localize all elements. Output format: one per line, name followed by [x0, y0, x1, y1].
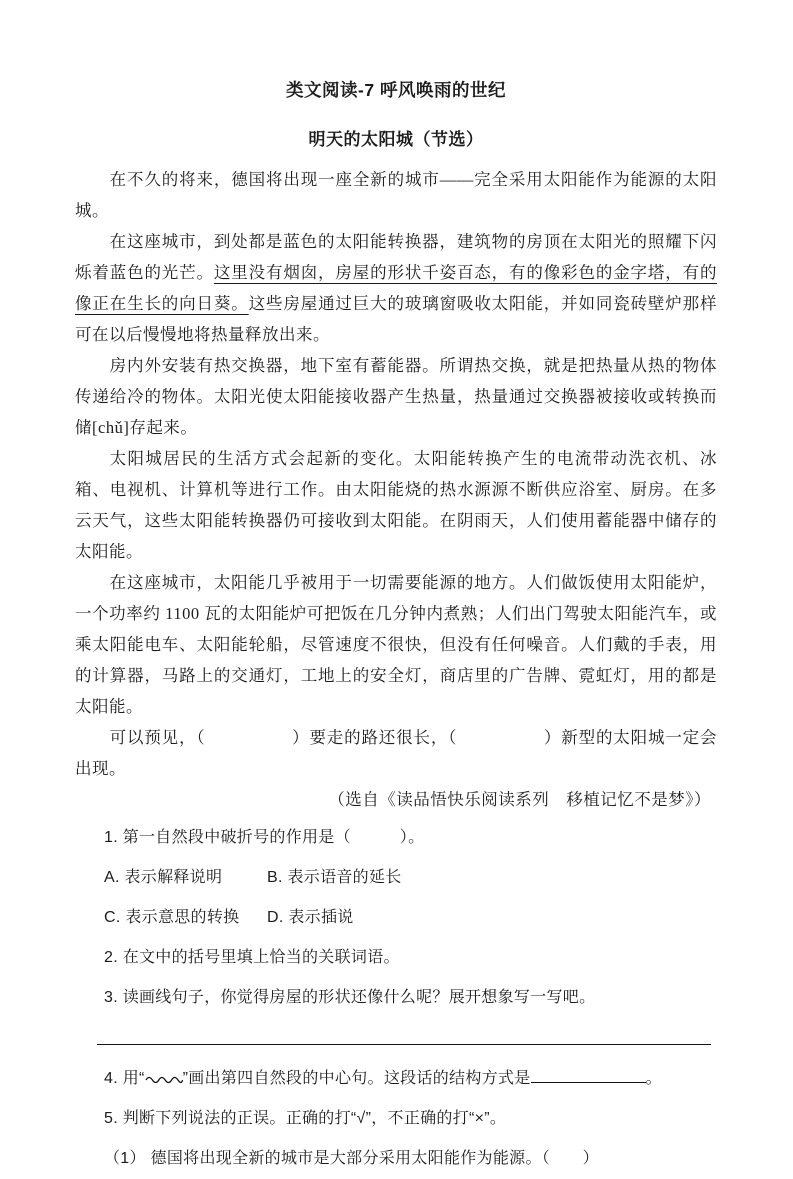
question-2-text: 2. 在文中的括号里填上恰当的关联词语。 — [104, 949, 400, 966]
question-4-text-post: ”画出第四自然段的中心句。这段话的结构方式是 — [182, 1070, 531, 1087]
passage-paragraph-3 — [75, 350, 717, 443]
question-4-text-end: 。 — [645, 1070, 662, 1087]
question-4 — [104, 1059, 717, 1099]
paragraph-text: 这些房屋通过巨大的玻璃窗吸收太阳能，并如同瓷砖壁炉那样可在以后慢慢地将热量释放出来。 — [75, 294, 718, 344]
question-5-item-1 — [104, 1139, 717, 1179]
question-5-text: 5. 判断下列说法的正误。正确的打“√”，不正确的打“×”。 — [104, 1110, 507, 1127]
paragraph-text: 在这座城市，太阳能几乎被用于一切需要能源的地方。人们做饭使用太阳能炉，一个功率约 1100 瓦的太阳能炉可把饭在几分钟内煮熟；人们出门驾驶太阳能汽车，或乘太阳能电车、太阳能轮船，尽管速度不很快，但没有任何噪音。人们戴的手表，用的计算器，马路上的交通灯，工地上的安全灯，商店里的广告牌、霓虹灯，用的都是太阳能。 — [75, 573, 717, 716]
source-attribution: （选自《读品悟快乐阅读系列 移植记忆不是梦》） — [328, 790, 711, 809]
wavy-line-symbol — [145, 1074, 183, 1083]
passage-paragraph-4 — [75, 443, 717, 567]
paragraph-text: 太阳城居民的生活方式会起新的变化。太阳能转换产生的电流带动洗衣机、冰箱、电视机、计算机等进行工作。由太阳能烧的热水源源不断供应浴室、厨房。在多云天气，这些太阳能转换器仍可接收到太阳能。在阴雨天，人们使用蓄能器中储存的太阳能。 — [75, 449, 717, 561]
option-b: B. 表示语音的延长 — [267, 869, 402, 886]
question-3 — [104, 978, 717, 1018]
underlined-sentence: 这里没有烟囱，房屋的形状千姿百态，有的像彩色的金字塔，有的像正在生长的向日葵。 — [75, 263, 718, 313]
passage-paragraph-1 — [75, 164, 717, 226]
option-a: A. 表示解释说明 — [104, 869, 223, 886]
reading-passage — [75, 164, 717, 815]
question-2 — [104, 938, 717, 978]
questions-section — [75, 818, 717, 1179]
question-3-text: 3. 读画线句子，你觉得房屋的形状还像什么呢？展开想象写一写吧。 — [104, 989, 596, 1006]
paragraph-text: 可以预见，（ ）要走的路还很长，（ ）新型的太阳城一定会出现。 — [75, 728, 717, 778]
question-5 — [104, 1099, 717, 1139]
question-1 — [104, 818, 717, 858]
answer-writing-line — [97, 1018, 711, 1045]
option-c: C. 表示意思的转换 — [104, 909, 240, 926]
passage-paragraph-6 — [75, 722, 717, 784]
passage-paragraph-2 — [75, 226, 717, 350]
paragraph-text: 在这座城市，到处都是蓝色的太阳能转换器，建筑物的房顶在太阳光的照耀下闪烁着蓝色的光芒。 — [75, 232, 717, 282]
passage-subtitle: 明天的太阳城（节选） — [308, 130, 484, 149]
passage-paragraph-5 — [75, 567, 717, 722]
fill-in-blank — [531, 1066, 646, 1083]
question-1-options-row-2 — [104, 898, 717, 938]
paragraph-text: 在不久的将来，德国将出现一座全新的城市——完全采用太阳能作为能源的太阳城。 — [75, 170, 717, 220]
question-1-options-row-1 — [104, 858, 717, 898]
question-4-text-pre: 4. 用“ — [104, 1070, 145, 1087]
page-title: 类文阅读-7 呼风唤雨的世纪 — [286, 80, 506, 100]
paragraph-text: 房内外安装有热交换器，地下室有蓄能器。所谓热交换，就是把热量从热的物体传递给冷的物体。太阳光使太阳能接收器产生热量，热量通过交换器被接收或转换而储[chǔ]存起来。 — [75, 356, 717, 437]
question-1-text: 1. 第一自然段中破折号的作用是（ ）。 — [104, 829, 425, 846]
question-5-item-1-text: （1） 德国将出现全新的城市是大部分采用太阳能作为能源。（ ） — [104, 1150, 599, 1167]
option-d: D. 表示插说 — [267, 909, 354, 926]
